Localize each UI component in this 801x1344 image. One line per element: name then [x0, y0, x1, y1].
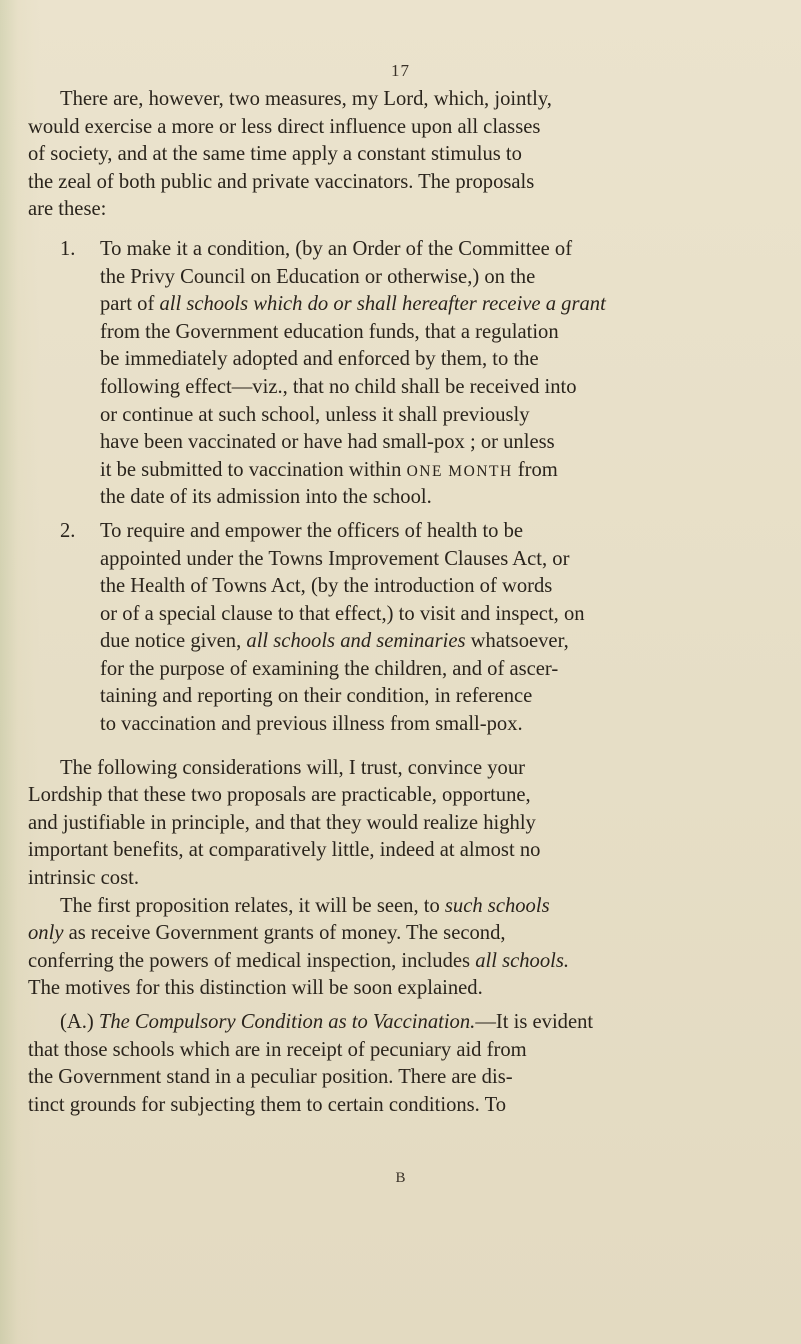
text-line: taining and reporting on their condition, in reference	[100, 685, 533, 708]
body-text	[28, 86, 796, 1119]
text-span: The first proposition relates, it will be seen, to	[60, 894, 445, 917]
text-span: To make it a condition, (by an Order of the Committee of	[100, 237, 573, 260]
text-line: of society, and at the same time apply a constant stimulus to	[28, 143, 522, 166]
proposal-1	[28, 236, 796, 512]
text-line	[28, 1009, 796, 1037]
text-line	[28, 236, 796, 264]
text-line: intrinsic cost.	[28, 867, 139, 890]
text-line: The following considerations will, I trust, convince your	[60, 756, 525, 779]
text-line	[28, 628, 796, 656]
text-span: whatsoever,	[465, 630, 569, 653]
text-line: are these:	[28, 198, 107, 221]
text-line	[28, 291, 796, 319]
text-line: the date of its admission into the school.	[100, 486, 432, 509]
text-line: the Privy Council on Education or otherwise,) on the	[100, 265, 536, 288]
text-line: that those schools which are in receipt of pecuniary aid from	[28, 1038, 527, 1061]
spacer	[28, 224, 796, 236]
text-line: and justifiable in principle, and that they would realize highly	[28, 811, 536, 834]
text-line: appointed under the Towns Improvement Clauses Act, or	[100, 547, 570, 570]
section-heading: The Compulsory Condition as to Vaccination.	[98, 1011, 476, 1033]
spacer	[28, 739, 796, 755]
text-line: or continue at such school, unless it shall previously	[100, 403, 530, 426]
text-line	[28, 518, 796, 546]
text-line: to vaccination and previous illness from small-pox.	[100, 713, 523, 736]
text-span: it be submitted to vaccination within	[100, 458, 407, 481]
text-line: the zeal of both public and private vaccinators. The proposals	[28, 170, 535, 193]
proposal-2	[28, 518, 796, 739]
text-span: (A.)	[60, 1011, 99, 1033]
text-line: would exercise a more or less direct influence upon all classes	[28, 115, 541, 138]
text-line: important benefits, at comparatively little, indeed at almost no	[28, 839, 541, 862]
text-line: or of a special clause to that effect,) to visit and inspect, on	[100, 602, 585, 625]
text-line: from the Government education funds, that a regulation	[100, 320, 559, 343]
emphasis-text: all schools.	[475, 949, 570, 972]
small-caps-text: ONE MONTH	[406, 462, 513, 480]
text-line: for the purpose of examining the children, and of ascer-	[100, 657, 559, 680]
text-span: due notice given,	[100, 630, 247, 653]
text-line: following effect—viz., that no child shall be received into	[100, 375, 577, 398]
text-span: —It is evident	[475, 1011, 594, 1033]
text-line: be immediately adopted and enforced by them, to the	[100, 348, 539, 371]
text-line: have been vaccinated or have had small-pox ; or unless	[100, 431, 555, 454]
intro-paragraph	[28, 86, 796, 224]
page-number: 17	[391, 61, 410, 80]
signature-mark: B	[395, 1170, 406, 1186]
distinction-paragraph	[28, 893, 796, 1003]
text-line: tinct grounds for subjecting them to certain conditions. To	[28, 1093, 507, 1116]
text-line	[28, 948, 796, 976]
text-line	[28, 920, 796, 948]
text-span: conferring the powers of medical inspection, includes	[28, 949, 476, 972]
considerations-paragraph	[28, 755, 796, 893]
text-line: the Government stand in a peculiar position. There are dis-	[28, 1066, 513, 1089]
text-span: part of	[100, 293, 160, 316]
emphasis-text: only	[28, 922, 64, 945]
emphasis-text: all schools which do or shall hereafter receive a grant	[159, 293, 606, 316]
text-line: There are, however, two measures, my Lord, which, jointly,	[60, 88, 552, 110]
text-span: from	[512, 458, 558, 481]
text-line	[28, 457, 796, 485]
text-span: as receive Government grants of money. The second,	[63, 922, 506, 945]
emphasis-text: all schools and seminaries	[246, 630, 466, 653]
list-number: 1.	[60, 237, 76, 260]
text-span: To require and empower the officers of health to be	[100, 519, 524, 542]
section-a-paragraph	[28, 1009, 796, 1119]
list-number: 2.	[60, 519, 76, 542]
text-line	[28, 893, 796, 921]
text-line: Lordship that these two proposals are practicable, opportune,	[28, 784, 531, 807]
text-line: the Health of Towns Act, (by the introduction of words	[100, 575, 553, 598]
text-line: The motives for this distinction will be soon explained.	[28, 977, 483, 1000]
emphasis-text: such schools	[444, 894, 550, 917]
